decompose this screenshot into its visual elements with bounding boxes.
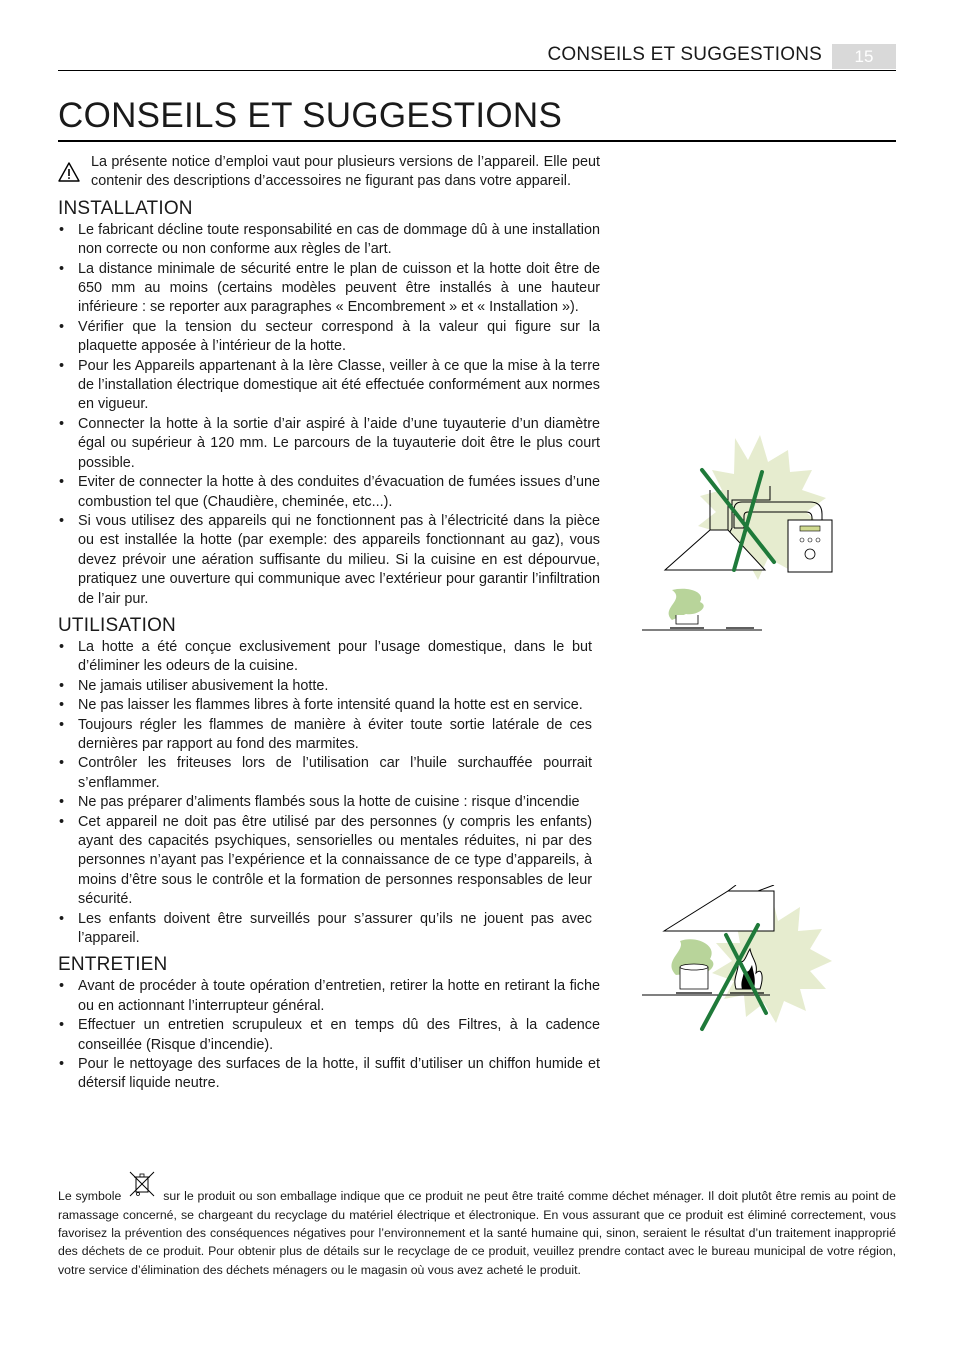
notice-text: La présente notice d’emploi vaut pour plusieurs versions de l’appareil. Elle peut contenir des descriptions d’accessoires ne figurant pas dans votre appareil. [91, 154, 600, 190]
section-heading-installation: INSTALLATION [58, 197, 193, 219]
list-item: • Effectuer un entretien scrupuleux et en temps dû des Filtres, à la cadence conseillée (Risque d’incendie). [58, 1016, 600, 1055]
entretien-list [58, 977, 600, 1093]
running-header-title: CONSEILS ET SUGGESTIONS [547, 44, 822, 65]
main-column [58, 150, 600, 1094]
crossed-out-bin-icon [127, 1168, 157, 1198]
list-item: • Ne pas laisser les flammes libres à forte intensité quand la hotte est en service. [58, 696, 592, 715]
list-item: • La distance minimale de sécurité entre le plan de cuisson et la hotte doit être de 650 mm au moins (certains modèles peuvent être installés à une hauteur inférieure : se reporter aux paragraphes « Encombrement » et « Installation »). [58, 260, 600, 318]
list-item: • Pour le nettoyage des surfaces de la hotte, il suffit d’utiliser un chiffon humide et détersif liquide neutre. [58, 1055, 600, 1094]
section-heading-utilisation: UTILISATION [58, 614, 176, 636]
list-item: • Contrôler les friteuses lors de l’utilisation car l’huile surchauffée pourrait s’enflammer. [58, 754, 592, 793]
list-item: • Connecter la hotte à la sortie d’air aspiré à l’aide d’une tuyauterie d’un diamètre égal ou supérieur à 120 mm. Le parcours de la tuyauterie doit être le plus court possible. [58, 415, 600, 473]
list-item: • Ne pas préparer d’aliments flambés sous la hotte de cuisine : risque d’incendie [58, 793, 592, 812]
list-item: • La hotte a été conçue exclusivement pour l’usage domestique, dans le but d’éliminer les odeurs de la cuisine. [58, 638, 592, 677]
flue-connection-prohibited-illustration [640, 430, 840, 635]
list-item: • Si vous utilisez des appareils qui ne fonctionnent pas à l’électricité dans la pièce ou est installée la hotte (par exemple: des appareils fonctionnant au gaz), vous devez prévoir une aération suffisante du milieu. Si la cuisine en est dépourvue, pratiquez une ouverture qui communique avec l’extérieur pour garantir l’infiltration de l’air pur. [58, 512, 600, 609]
installation-list [58, 221, 600, 609]
list-item: • Cet appareil ne doit pas être utilisé par des personnes (y compris les enfants) ayant des capacités psychiques, sensorielles ou mentales réduites, ni par des personnes n’ayant pas l’expérience et la connaissance de ce type d’appareils, à moins d’être sous le contrôle et la formation de personnes responsables de leur sécurité. [58, 813, 592, 910]
weee-body-text: sur le produit ou son emballage indique que ce produit ne peut être traité comme déchet ménager. Il doit plutôt être remis au point de ramassage concerné, se chargeant du recyclage du matériel électrique et électronique. En vous assurant que ce produit est éliminé correctement, vous favorisez la prévention des conséquences négatives pour l’environnement et la santé humaine qui, sinon, seraient le résultat d’un traitement inapproprié des déchets de ce produit. Pour obtenir plus de détails sur le recyclage de ce produit, veuillez prendre contact avec le bureau municipal de votre région, votre service d’élimination des déchets ménagers ou le magasin où vous avez acheté le produit. [58, 1189, 896, 1277]
weee-disposal-notice [58, 1176, 896, 1279]
list-item: • Eviter de connecter la hotte à des conduites d’évacuation de fumées issues d’une combustion tel que (Chaudière, cheminée, etc...). [58, 473, 600, 512]
list-item: • Ne jamais utiliser abusivement la hotte. [58, 677, 592, 696]
warning-icon [58, 162, 80, 182]
list-item: • Avant de procéder à toute opération d’entretien, retirer la hotte en retirant la fiche ou en actionnant l’interrupteur général. [58, 977, 600, 1016]
weee-lead-text: Le symbole [58, 1189, 122, 1203]
list-item: • Le fabricant décline toute responsabilité en cas de dommage dû à une installation non correcte ou non conforme aux règles de l’art. [58, 221, 600, 260]
utilisation-list [58, 638, 600, 949]
section-heading-entretien: ENTRETIEN [58, 954, 168, 976]
page-number: 15 [832, 44, 896, 69]
page-title: CONSEILS ET SUGGESTIONS [58, 96, 563, 135]
header-rule [58, 70, 896, 71]
list-item: • Toujours régler les flammes de manière à éviter toute sortie latérale de ces dernières par rapport au fond des marmites. [58, 716, 592, 755]
title-rule [58, 140, 896, 142]
flambe-prohibited-illustration [640, 885, 840, 1040]
notice-block [58, 153, 600, 192]
list-item: • Les enfants doivent être surveillés pour s’assurer qu’ils ne jouent pas avec l’appareil. [58, 910, 592, 949]
list-item: • Pour les Appareils appartenant à la Ière Classe, veiller à ce que la mise à la terre de l’installation électrique domestique ait été effectuée conformément aux normes en vigueur. [58, 357, 600, 415]
list-item: • Vérifier que la tension du secteur correspond à la valeur qui figure sur la plaquette apposée à l’intérieur de la hotte. [58, 318, 600, 357]
